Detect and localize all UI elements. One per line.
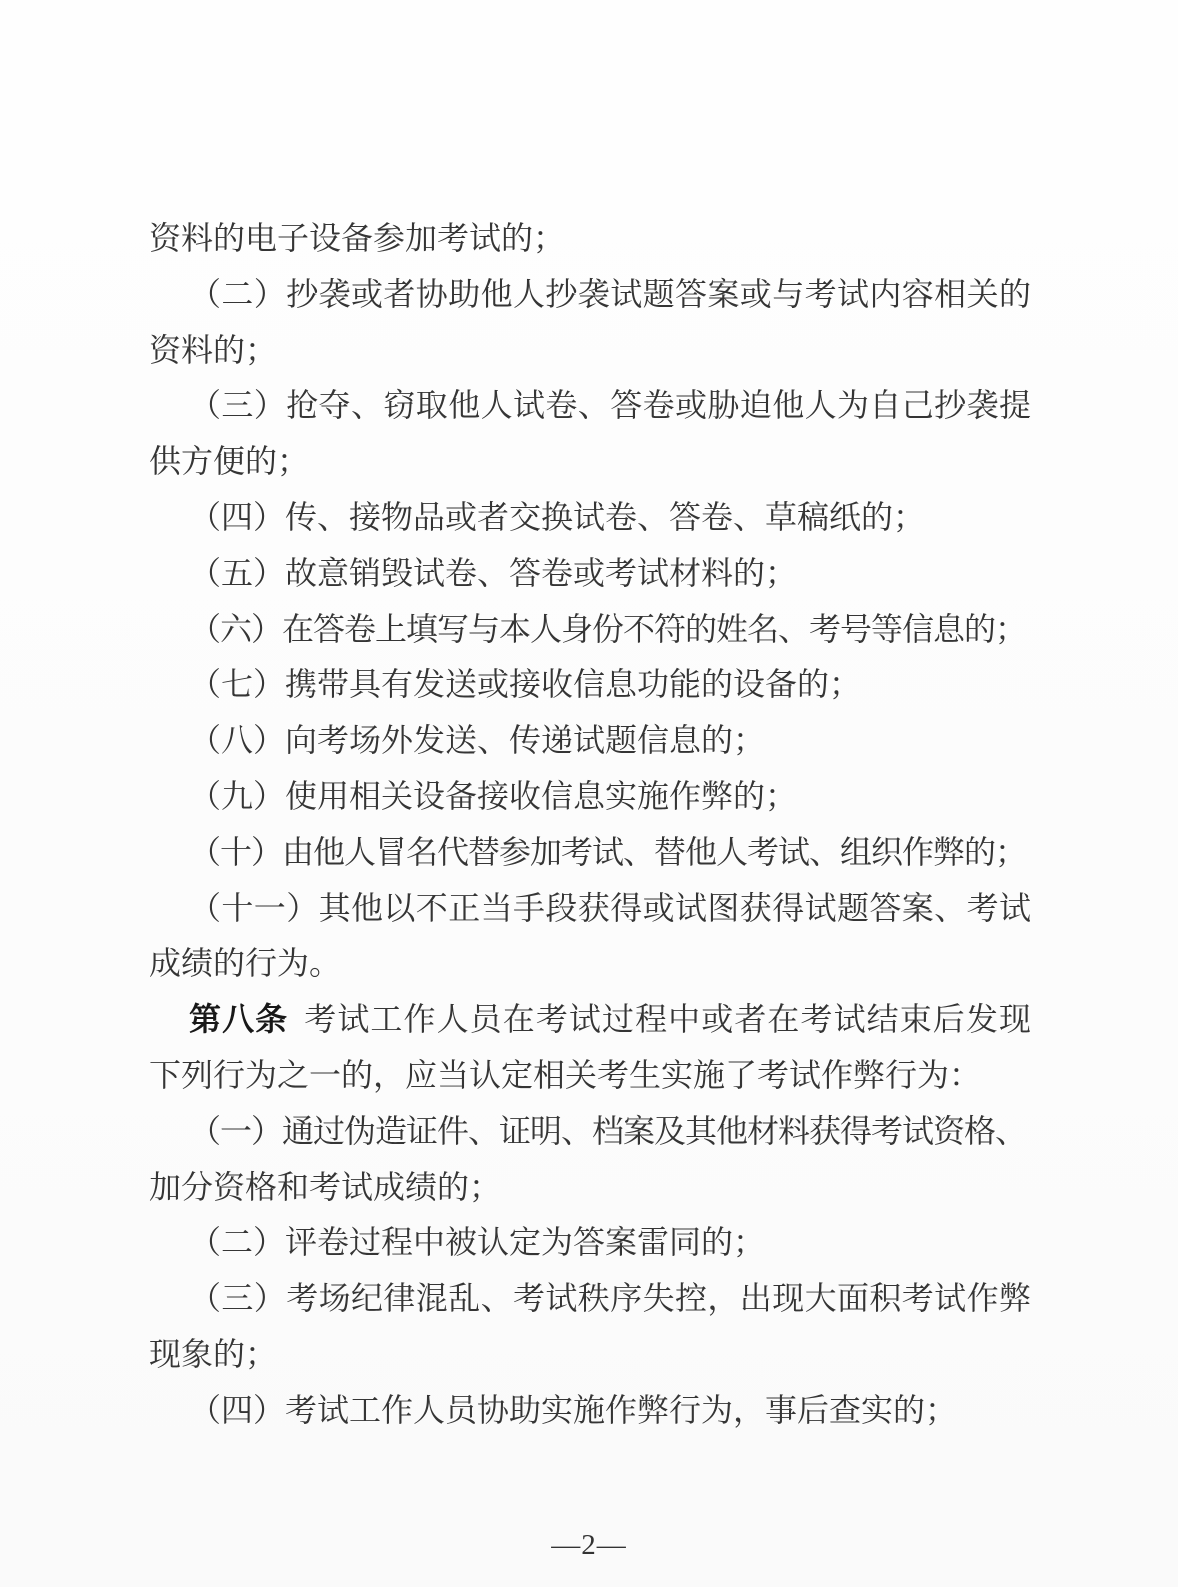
clause-3-line-2: 供方便的；	[149, 443, 310, 480]
clause-5-line: （五）故意销毁试卷、答卷或考试材料的；	[189, 554, 798, 591]
article-8-line-2: 下列行为之一的，应当认定相关考生实施了考试作弊行为：	[149, 1056, 982, 1093]
article-8-line-1	[149, 992, 1031, 1048]
a8-clause-3-line-1: （三）考场纪律混乱、考试秩序失控，出现大面积考试作弊	[189, 1280, 1031, 1317]
a8-clause-4-line: （四）考试工作人员协助实施作弊行为，事后查实的；	[189, 1391, 958, 1428]
clause-3-line-1: （三）抢夺、窃取他人试卷、答卷或胁迫他人为自己抄袭提	[189, 387, 1031, 424]
clause-8-line: （八）向考场外发送、传递试题信息的；	[189, 722, 766, 759]
clause-4-line: （四）传、接物品或者交换试卷、答卷、草稿纸的；	[189, 498, 926, 535]
clause-11-line-1: （十一）其他以不正当手段获得或试图获得试题答案、考试	[189, 889, 1031, 926]
a8-clause-3-line-2: 现象的；	[149, 1335, 278, 1372]
article-8-lead-text: 考试工作人员在考试过程中或者在考试结束后发现	[304, 1001, 1031, 1038]
clause-2-line-2: 资料的；	[149, 331, 278, 368]
a8-clause-2-line: （二）评卷过程中被认定为答案雷同的；	[189, 1224, 766, 1261]
clause-2-line-1: （二）抄袭或者协助他人抄袭试题答案或与考试内容相关的	[189, 275, 1031, 312]
article-8-heading: 第八条	[189, 1001, 289, 1038]
clause-6-line: （六）在答卷上填写与本人身份不符的姓名、考号等信息的；	[189, 610, 1027, 647]
clause-11-line-2: 成绩的行为。	[149, 945, 342, 982]
continuation-line: 资料的电子设备参加考试的；	[149, 220, 566, 256]
a8-clause-1-line-2: 加分资格和考试成绩的；	[149, 1168, 502, 1205]
clause-9-line: （九）使用相关设备接收信息实施作弊的；	[189, 777, 798, 814]
clause-7-line: （七）携带具有发送或接收信息功能的设备的；	[189, 666, 862, 703]
page-number: —2—	[551, 1529, 627, 1561]
document-body	[149, 211, 1031, 1439]
a8-clause-1-line-1: （一）通过伪造证件、证明、档案及其他材料获得考试资格、	[189, 1112, 1027, 1149]
clause-10-line: （十）由他人冒名代替参加考试、替他人考试、组织作弊的；	[189, 833, 1027, 870]
